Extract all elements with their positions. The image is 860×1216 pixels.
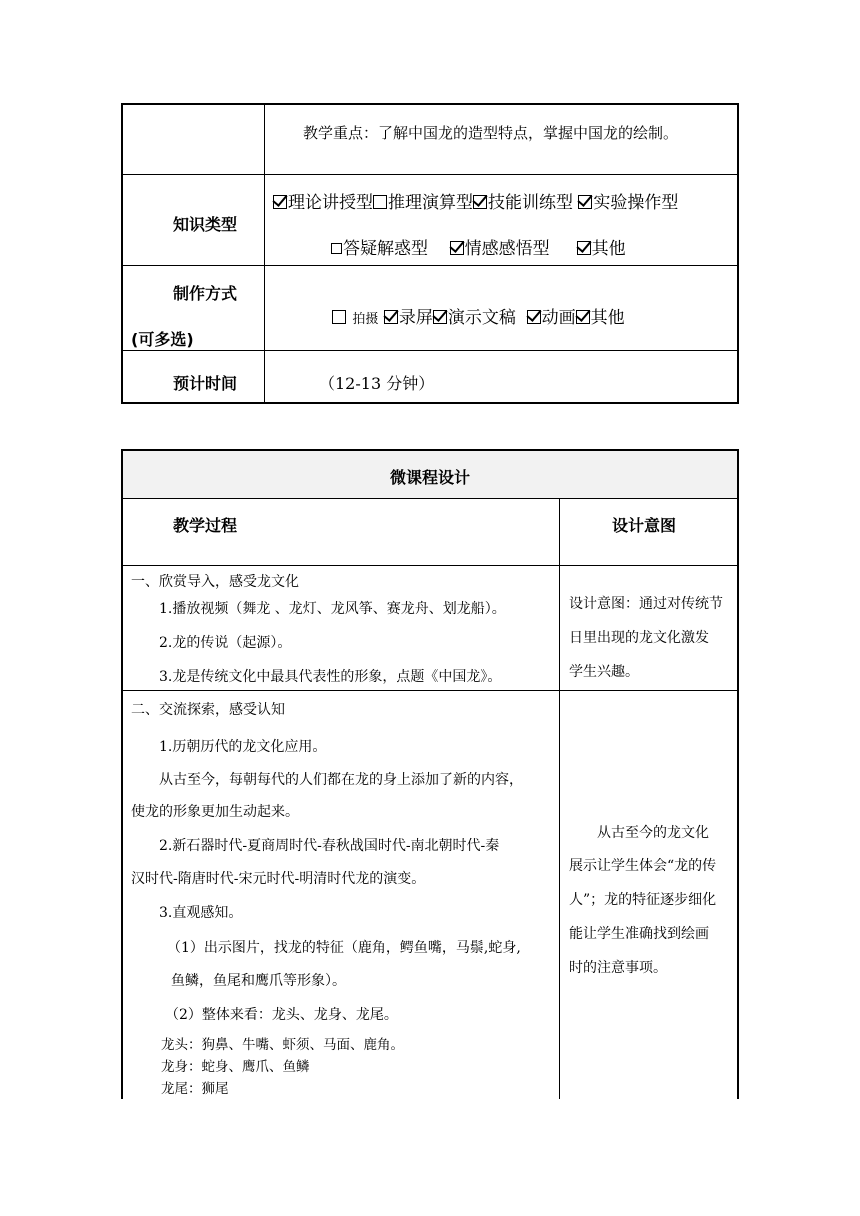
checkbox-icon[interactable] xyxy=(450,241,464,255)
option-qa[interactable]: 答疑解惑型 xyxy=(331,239,428,259)
column-divider xyxy=(559,498,560,1099)
section2-intent-line: 展示让学生体会“龙的传 xyxy=(569,858,717,874)
section2-intent-line: 从古至今的龙文化 xyxy=(597,825,709,841)
checkbox-icon[interactable] xyxy=(384,310,398,324)
row-divider xyxy=(123,565,737,566)
row-divider xyxy=(123,690,737,691)
section1-title: 一、欣赏导入，感受龙文化 xyxy=(131,574,299,590)
option-screen-record[interactable]: 录屏 xyxy=(384,308,433,328)
section1-intent-line: 学生兴趣。 xyxy=(569,664,639,680)
checkbox-icon[interactable] xyxy=(527,310,541,324)
table-title: 微课程设计 xyxy=(389,468,470,487)
estimated-time-value: （12-13 分钟） xyxy=(319,374,435,393)
option-theory[interactable]: 理论讲授型 xyxy=(273,193,373,213)
checkbox-icon[interactable] xyxy=(578,195,592,209)
section2-line: 1.历朝历代的龙文化应用。 xyxy=(159,739,327,755)
option-animation[interactable]: 动画 xyxy=(527,308,576,328)
option-emotion[interactable]: 情感感悟型 xyxy=(450,239,550,259)
option-reasoning[interactable]: 推理演算型 xyxy=(373,193,473,213)
checkbox-icon[interactable] xyxy=(473,195,487,209)
section1-intent-line: 日里出现的龙文化激发 xyxy=(569,630,709,646)
knowledge-type-row1 xyxy=(273,188,678,213)
section2-line: 龙头：狗鼻、牛嘴、虾须、马面、鹿角。 xyxy=(161,1037,404,1053)
section1-line: 1.播放视频（舞龙 、龙灯、龙风筝、赛龙舟、划龙船）。 xyxy=(159,601,506,617)
course-info-table xyxy=(121,103,739,404)
checkbox-icon[interactable] xyxy=(331,243,342,254)
knowledge-type-label: 知识类型 xyxy=(173,215,238,234)
option-other[interactable]: 其他 xyxy=(577,239,626,259)
section1-intent-line: 设计意图：通过对传统节 xyxy=(569,596,723,612)
section2-title: 二、交流探索，感受认知 xyxy=(131,702,285,718)
section2-line: 2.新石器时代-夏商周时代-春秋战国时代-南北朝时代-秦 xyxy=(159,838,500,854)
option-other-production[interactable]: 其他 xyxy=(576,308,625,328)
estimated-time-label: 预计时间 xyxy=(173,374,238,393)
section2-intent-line: 人”；龙的特征逐步细化 xyxy=(569,892,717,908)
section2-line: （2）整体来看：龙头、龙身、龙尾。 xyxy=(165,1007,398,1023)
micro-course-design-table xyxy=(121,449,739,1099)
row-divider xyxy=(123,174,737,175)
section2-line: 龙尾：狮尾 xyxy=(161,1081,229,1097)
production-method-label: 制作方式 xyxy=(173,284,238,303)
section2-line: （1）出示图片，找龙的特征（鹿角，鳄鱼嘴，马鬃,蛇身, xyxy=(167,940,521,956)
column-divider xyxy=(264,105,265,402)
knowledge-type-row2 xyxy=(331,234,626,259)
section2-intent-line: 能让学生准确找到绘画 xyxy=(569,926,709,942)
option-skill[interactable]: 技能训练型 xyxy=(473,193,573,213)
production-options xyxy=(332,303,625,328)
checkbox-icon[interactable] xyxy=(576,310,590,324)
section2-line: 3.直观感知。 xyxy=(159,905,243,921)
section2-line: 汉时代-隋唐时代-宋元时代-明清时代龙的演变。 xyxy=(131,871,426,887)
teaching-process-header: 教学过程 xyxy=(173,516,238,535)
section1-line: 2.龙的传说（起源）。 xyxy=(159,635,292,651)
section2-line: 龙身：蛇身、鹰爪、鱼鳞 xyxy=(161,1059,310,1075)
option-shoot[interactable]: 拍摄 xyxy=(332,308,378,328)
section2-line: 使龙的形象更加生动起来。 xyxy=(131,804,299,820)
checkbox-icon[interactable] xyxy=(433,310,447,324)
design-intent-header: 设计意图 xyxy=(612,516,677,535)
checkbox-icon[interactable] xyxy=(332,310,346,324)
row-divider xyxy=(123,265,737,266)
checkbox-icon[interactable] xyxy=(577,241,591,255)
section2-intent-line: 时的注意事项。 xyxy=(569,960,667,976)
option-slides[interactable]: 演示文稿 xyxy=(433,308,516,328)
teaching-focus-text: 教学重点：了解中国龙的造型特点，掌握中国龙的绘制。 xyxy=(303,124,679,142)
checkbox-icon[interactable] xyxy=(273,195,287,209)
row-divider xyxy=(123,350,737,351)
checkbox-icon[interactable] xyxy=(373,195,387,209)
section1-line: 3.龙是传统文化中最具代表性的形象，点题《中国龙》。 xyxy=(159,669,502,685)
section2-line: 从古至今，每朝每代的人们都在龙的身上添加了新的内容， xyxy=(159,772,523,788)
option-experiment[interactable]: 实验操作型 xyxy=(578,193,678,213)
production-multi-select-label: (可多选) xyxy=(131,330,194,349)
section2-line: 鱼鳞，鱼尾和鹰爪等形象）。 xyxy=(171,973,346,989)
